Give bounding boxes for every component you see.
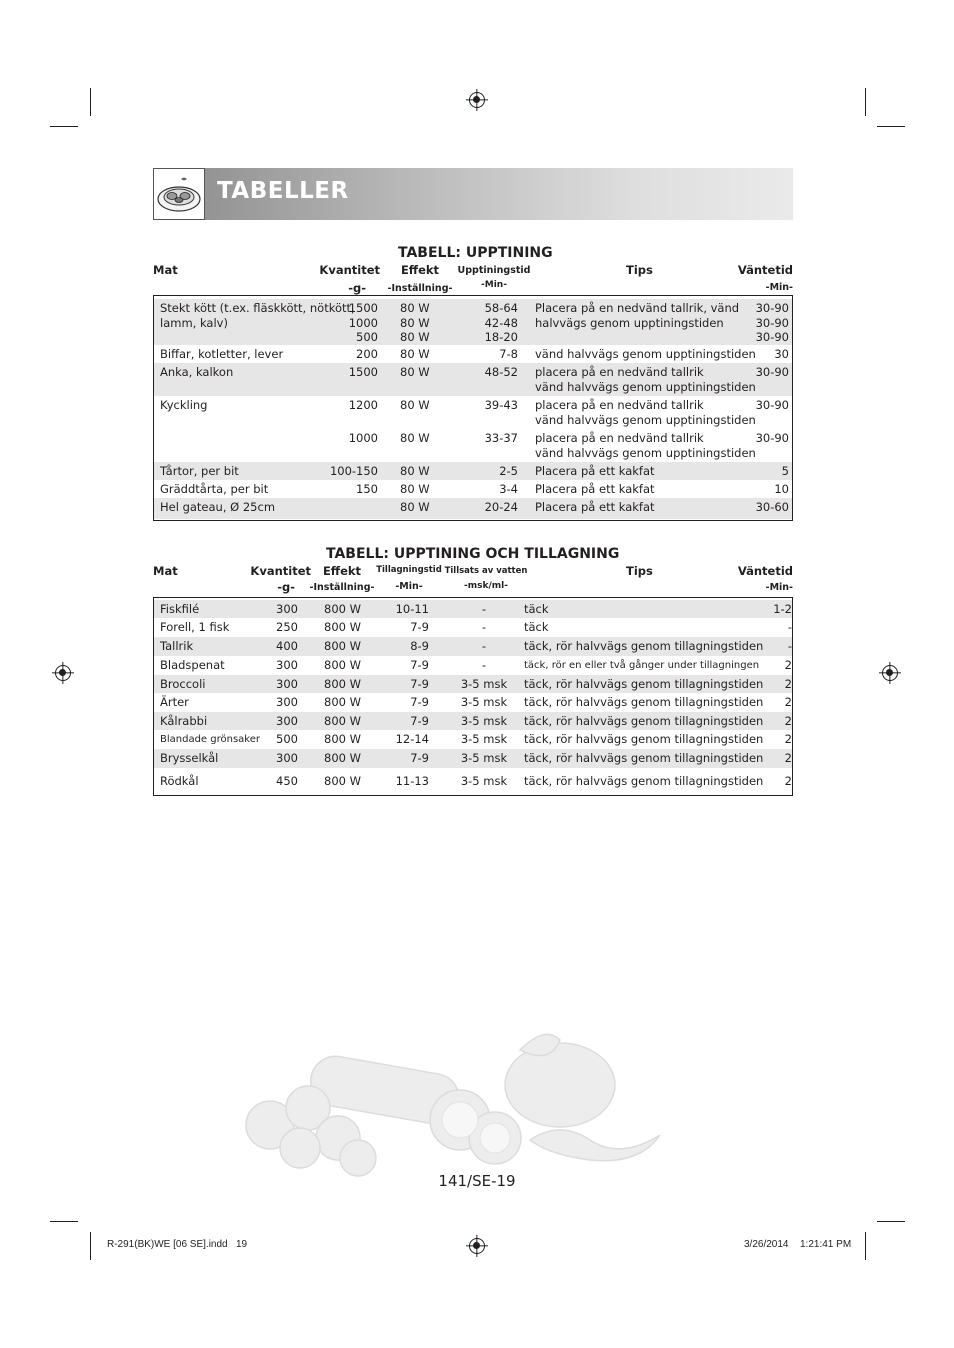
cell-upptiningstid: 18-20 <box>484 330 518 344</box>
cell-mat: Blandade grönsaker <box>160 734 260 745</box>
column-header-vantetid <box>713 263 793 295</box>
table-row <box>154 712 792 730</box>
table-row <box>154 498 792 519</box>
cell-tillsats: 3-5 msk <box>460 751 508 765</box>
cell-kvantitet: 450 <box>276 774 298 788</box>
cell-vantetid: 2 <box>784 695 792 709</box>
footer-filename: R-291(BK)WE [06 SE].indd 19 <box>107 1239 248 1250</box>
cell-mat: Fiskfilé <box>160 602 200 616</box>
table-row <box>154 600 792 618</box>
cell-kvantitet: 300 <box>276 677 298 691</box>
cell-tips: täck, rör halvvägs genom tillagningstiden <box>524 732 764 746</box>
cell-kvantitet: 200 <box>356 347 378 361</box>
column-header-effekt <box>385 263 455 296</box>
header-unit: -Inställning- <box>387 283 453 294</box>
cell-effekt: 80 W <box>400 464 430 478</box>
cell-tillsats: - <box>481 639 487 653</box>
cell-effekt: 80 W <box>400 315 430 330</box>
cell-mat: Brysselkål <box>160 751 219 765</box>
cell-effekt: 800 W <box>324 677 361 691</box>
column-header-tillagningstid <box>374 563 444 594</box>
table-upptining-och-tillagning <box>153 597 793 796</box>
table-row <box>154 429 792 462</box>
cell-effekt: 800 W <box>324 639 361 653</box>
cell-tillsats: 3-5 msk <box>460 677 508 691</box>
cell-mat: Ärter <box>160 695 189 709</box>
header-unit: -Min- <box>395 581 423 592</box>
cell-vantetid: 30-90 <box>755 301 789 315</box>
column-header-tillsats <box>442 564 530 594</box>
cell-tips: täck, rör en eller två gånger under tillagningen <box>524 660 760 671</box>
page-number: 141/SE-19 <box>438 1172 516 1190</box>
table-row <box>154 480 792 498</box>
cell-vantetid: 2 <box>784 658 792 672</box>
table-row <box>154 363 792 396</box>
cell-effekt: 80 W <box>400 398 430 412</box>
header-label: Tillsats av vatten <box>444 566 528 576</box>
cell-mat: Gräddtårta, per bit <box>160 482 269 496</box>
cell-mat: Hel gateau, Ø 25cm <box>160 500 276 514</box>
cell-kvantitet: 1000 <box>348 315 378 330</box>
cell-vantetid: 30-90 <box>755 365 789 379</box>
cell-tips: täck, rör halvvägs genom tillagningstiden <box>524 695 764 709</box>
cell-effekt: 800 W <box>324 602 361 616</box>
cell-tips: placera på en nedvänd tallrik <box>535 431 704 445</box>
cell-tillsats: - <box>481 602 487 616</box>
cell-tips: täck <box>524 620 549 634</box>
cell-effekt: 800 W <box>324 751 361 765</box>
cell-upptiningstid: 7-8 <box>499 347 518 361</box>
table-row <box>154 637 792 656</box>
header-label: Effekt <box>400 263 440 277</box>
cell-vantetid: 10 <box>774 482 789 496</box>
cell-effekt: 80 W <box>400 330 430 344</box>
crop-mark <box>50 1221 78 1222</box>
cell-kvantitet: 500 <box>276 732 298 746</box>
cell-kvantitet: 300 <box>276 751 298 765</box>
cell-tips: Placera på ett kakfat <box>535 464 655 478</box>
cell-tillagningstid: 7-9 <box>410 751 429 765</box>
cell-effekt: 800 W <box>324 714 361 728</box>
table-row <box>154 299 792 345</box>
crop-mark <box>877 126 905 127</box>
cell-mat: Stekt kött (t.ex. fläskkött, nötkött, <box>160 301 355 315</box>
column-header-kvantitet <box>245 564 311 595</box>
cell-kvantitet: 1500 <box>348 365 378 379</box>
cell-mat: Bladspenat <box>160 658 225 672</box>
header-unit: -msk/ml- <box>464 581 508 591</box>
header-unit: -Inställning- <box>309 582 375 593</box>
header-unit: -Min- <box>481 280 507 290</box>
column-header-effekt <box>307 564 377 595</box>
cell-upptiningstid: 42-48 <box>484 315 518 330</box>
cell-tips: täck, rör halvvägs genom tillagningstiden <box>524 774 764 788</box>
vegetables-illustration <box>230 1030 670 1180</box>
cell-kvantitet: 300 <box>276 714 298 728</box>
cell-kvantitet: 300 <box>276 602 298 616</box>
header-label: Tillagningstid <box>376 565 442 575</box>
cell-mat: Biffar, kotletter, lever <box>160 347 284 361</box>
cell-upptiningstid: 20-24 <box>484 500 518 514</box>
food-plate-icon <box>153 168 205 220</box>
cell-upptiningstid: 3-4 <box>499 482 518 496</box>
cell-kvantitet: 1200 <box>348 398 378 412</box>
cell-mat: Kyckling <box>160 398 208 412</box>
cell-kvantitet: 1000 <box>348 431 378 445</box>
cell-kvantitet: 400 <box>276 639 298 653</box>
cell-mat: Broccoli <box>160 677 206 691</box>
cell-mat: Tallrik <box>160 639 194 653</box>
cell-vantetid: 2 <box>784 677 792 691</box>
cell-tillagningstid: 12-14 <box>395 732 429 746</box>
column-header-upptiningstid <box>455 263 533 293</box>
cell-vantetid: - <box>787 620 792 634</box>
crop-mark <box>50 126 78 127</box>
page-title: TABELLER <box>217 178 349 204</box>
cell-tips: Placera på en nedvänd tallrik, vänd <box>535 301 740 315</box>
cell-tips: täck, rör halvvägs genom tillagningstiden <box>524 714 764 728</box>
cell-tillagningstid: 11-13 <box>395 774 429 788</box>
column-header-vantetid <box>713 564 793 595</box>
cell-tillsats: 3-5 msk <box>460 714 508 728</box>
cell-tips: täck <box>524 602 549 616</box>
cell-effekt: 80 W <box>400 500 430 514</box>
cell-tillagningstid: 8-9 <box>410 639 429 653</box>
table-row <box>154 693 792 712</box>
cell-tillsats: 3-5 msk <box>460 774 508 788</box>
cell-mat: Rödkål <box>160 774 199 788</box>
table-row <box>154 396 792 429</box>
footer-date: 3/26/2014 <box>744 1239 789 1250</box>
cell-tips: Placera på ett kakfat <box>535 500 655 514</box>
header-label: Väntetid <box>737 564 793 578</box>
cell-upptiningstid: 2-5 <box>499 464 518 478</box>
crop-mark <box>90 1232 91 1260</box>
cell-vantetid: 30-90 <box>755 315 789 330</box>
header-label: Väntetid <box>737 263 793 277</box>
column-header-mat: Mat <box>153 564 178 578</box>
cell-tillsats: 3-5 msk <box>460 732 508 746</box>
cell-effekt: 800 W <box>324 695 361 709</box>
table-row <box>154 462 792 480</box>
cell-tips: Placera på ett kakfat <box>535 482 655 496</box>
crop-mark <box>865 1232 866 1260</box>
cell-vantetid: - <box>787 639 792 653</box>
cell-kvantitet: 1500 <box>348 301 378 315</box>
cell-upptiningstid: 58-64 <box>484 301 518 315</box>
table-row <box>154 768 792 794</box>
cell-vantetid: 2 <box>784 774 792 788</box>
cell-effekt: 800 W <box>324 658 361 672</box>
cell-tips: vänd halvvägs genom upptiningstiden <box>535 412 756 427</box>
cell-effekt: 800 W <box>324 620 361 634</box>
cell-upptiningstid: 33-37 <box>484 431 518 445</box>
table-row <box>154 345 792 363</box>
cell-effekt: 800 W <box>324 732 361 746</box>
cell-tips: halvvägs genom upptiningstiden <box>535 315 724 330</box>
cell-kvantitet: 150 <box>356 482 378 496</box>
cell-mat: lamm, kalv) <box>160 315 228 330</box>
registration-mark-icon <box>469 1238 485 1254</box>
header-label: Upptiningstid <box>457 265 531 276</box>
cell-mat: Anka, kalkon <box>160 365 234 379</box>
crop-mark <box>90 88 91 116</box>
cell-kvantitet: 100-150 <box>329 464 378 478</box>
cell-upptiningstid: 39-43 <box>484 398 518 412</box>
cell-vantetid: 30 <box>774 347 789 361</box>
cell-effekt: 800 W <box>324 774 361 788</box>
cell-kvantitet: 300 <box>276 658 298 672</box>
cell-kvantitet: 500 <box>356 330 378 344</box>
cell-vantetid: 2 <box>784 714 792 728</box>
cell-vantetid: 1-2 <box>773 602 792 616</box>
cell-vantetid: 30-60 <box>755 500 789 514</box>
cell-vantetid: 30-90 <box>755 398 789 412</box>
cell-tillsats: - <box>481 658 487 672</box>
header-label: Effekt <box>322 564 362 578</box>
cell-kvantitet: 250 <box>276 620 298 634</box>
column-header-tips: Tips <box>626 263 653 277</box>
crop-mark <box>865 88 866 116</box>
cell-effekt: 80 W <box>400 365 430 379</box>
cell-vantetid: 30-90 <box>755 431 789 445</box>
cell-tips: vänd halvvägs genom upptiningstiden <box>535 445 756 460</box>
cell-tillagningstid: 7-9 <box>410 695 429 709</box>
cell-tips: täck, rör halvvägs genom tillagningstiden <box>524 751 764 765</box>
cell-tillagningstid: 7-9 <box>410 714 429 728</box>
header-label: Kvantitet <box>319 263 380 277</box>
cell-tips: vänd halvvägs genom upptiningstiden <box>535 379 756 394</box>
cell-vantetid: 30-90 <box>755 330 789 344</box>
cell-upptiningstid: 48-52 <box>484 365 518 379</box>
column-header-mat: Mat <box>153 263 178 277</box>
cell-effekt: 80 W <box>400 431 430 445</box>
section-banner <box>153 168 793 220</box>
table-row <box>154 749 792 768</box>
cell-vantetid: 2 <box>784 751 792 765</box>
table-title: TABELL: UPPTINING <box>398 245 553 261</box>
cell-effekt: 80 W <box>400 347 430 361</box>
cell-tillsats: 3-5 msk <box>460 695 508 709</box>
table-row <box>154 656 792 675</box>
table-title: TABELL: UPPTINING OCH TILLAGNING <box>326 546 620 562</box>
column-header-tips: Tips <box>626 564 653 578</box>
table-row <box>154 730 792 749</box>
table-row <box>154 675 792 693</box>
table-row <box>154 618 792 637</box>
header-unit: -g- <box>277 580 295 594</box>
header-unit: -g- <box>348 281 366 295</box>
cell-effekt: 80 W <box>400 301 430 315</box>
registration-mark-icon <box>55 665 71 681</box>
cell-kvantitet: 300 <box>276 695 298 709</box>
cell-tips: täck, rör halvvägs genom tillagningstiden <box>524 677 764 691</box>
header-unit: -Min- <box>765 582 793 593</box>
cell-tips: placera på en nedvänd tallrik <box>535 398 704 412</box>
cell-tillagningstid: 7-9 <box>410 658 429 672</box>
cell-tips: placera på en nedvänd tallrik <box>535 365 704 379</box>
cell-effekt: 80 W <box>400 482 430 496</box>
footer-time: 1:21:41 PM <box>800 1239 852 1250</box>
cell-mat: Kålrabbi <box>160 714 208 728</box>
cell-tillagningstid: 7-9 <box>410 620 429 634</box>
header-label: Kvantitet <box>250 564 311 578</box>
table-upptining <box>153 295 793 521</box>
cell-mat: Forell, 1 fisk <box>160 620 230 634</box>
cell-tillagningstid: 7-9 <box>410 677 429 691</box>
registration-mark-icon <box>882 665 898 681</box>
registration-mark-icon <box>469 92 485 108</box>
column-header-kvantitet <box>310 263 380 296</box>
cell-tips: vänd halvvägs genom upptiningstiden <box>535 347 756 361</box>
cell-tillagningstid: 10-11 <box>395 602 429 616</box>
cell-vantetid: 2 <box>784 732 792 746</box>
cell-vantetid: 5 <box>781 464 789 478</box>
cell-tillsats: - <box>481 620 487 634</box>
crop-mark <box>877 1221 905 1222</box>
cell-tips: täck, rör halvvägs genom tillagningstiden <box>524 639 764 653</box>
header-unit: -Min- <box>765 282 793 293</box>
cell-mat: Tårtor, per bit <box>160 464 239 478</box>
